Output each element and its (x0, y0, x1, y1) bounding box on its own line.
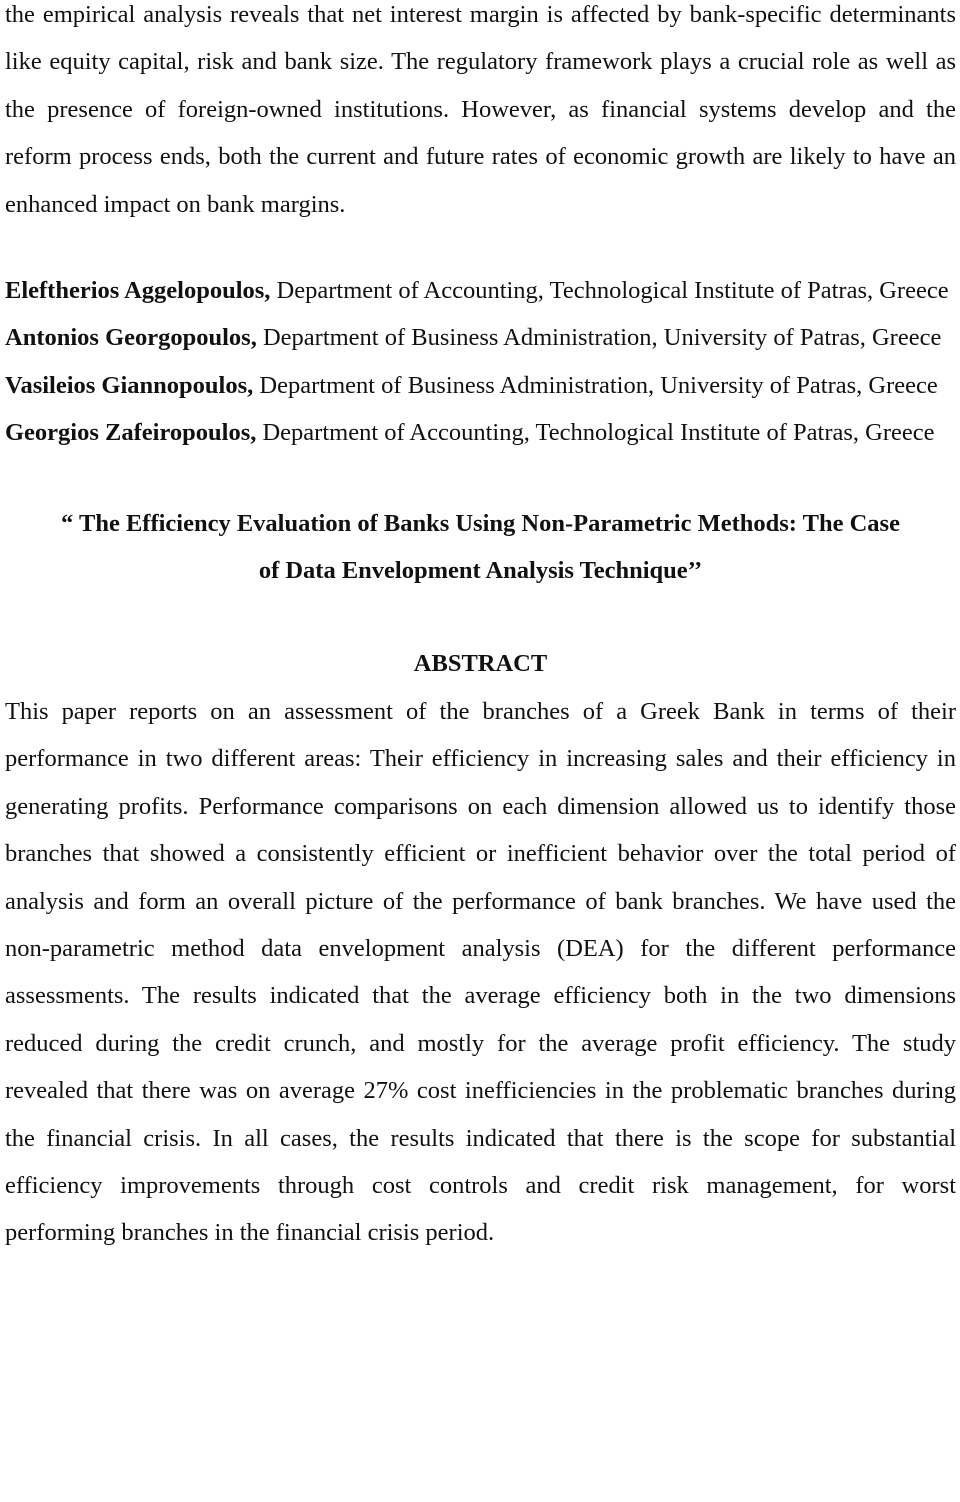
intro-paragraph: the empirical analysis reveals that net interest margin is affected by bank-specific determinants like equity capital, risk and bank size. The regulatory framework plays a crucial role as well as the presence of foreign-owned institutions. However, as financial systems develop and the reform process ends, both the current and future rates of economic growth are likely to have an enhanced impact on bank margins. (5, 1, 956, 218)
author-affiliation: Department of Accounting, Technological Institute of Patras, Greece (256, 419, 935, 447)
author-affiliation: Department of Business Administration, University of Patras, Greece (253, 371, 938, 399)
author-affiliation: Department of Accounting, Technological Institute of Patras, Greece (270, 277, 949, 305)
author-entry (5, 267, 956, 314)
paper-title (5, 500, 956, 595)
paper-title-line: of Data Envelopment Analysis Technique’’ (258, 557, 703, 585)
author-name: Vasileios Giannopoulos, (5, 371, 254, 399)
author-name: Georgios Zafeiropoulos, (5, 419, 257, 447)
author-name: Antonios Georgopoulos, (5, 324, 257, 352)
author-entry (5, 362, 956, 409)
abstract-text: This paper reports on an assessment of the branches of a Greek Bank in terms of their performance in two different areas: Their efficiency in increasing sales and their efficiency in generating profits. Performance comparisons on each dimension allowed us to identify those branches that showed a consistently efficient or inefficient behavior over the total period of analysis and form an overall picture of the performance of bank branches. We have used the non-parametric method data envelopment analysis (DEA) for the different performance assessments. The results indicated that the average efficiency both in the two dimensions reduced during the credit crunch, and mostly for the average profit efficiency. The study revealed that there was on average 27% cost inefficiencies in the problematic branches during the financial crisis. In all cases, the results indicated that there is the scope for substantial efficiency improvements through cost controls and credit risk management, for worst performing branches in the financial crisis period. (5, 697, 956, 1247)
abstract-heading: ABSTRACT (413, 650, 548, 678)
author-list (5, 267, 956, 457)
document-page (5, 0, 956, 1257)
author-affiliation: Department of Business Administration, University of Patras, Greece (256, 324, 942, 352)
paper-title-line: “ The Efficiency Evaluation of Banks Using Non-Parametric Methods: The Case (61, 509, 900, 537)
author-entry (5, 409, 956, 456)
author-entry (5, 314, 956, 361)
author-name: Eleftherios Aggelopoulos, (5, 277, 271, 305)
